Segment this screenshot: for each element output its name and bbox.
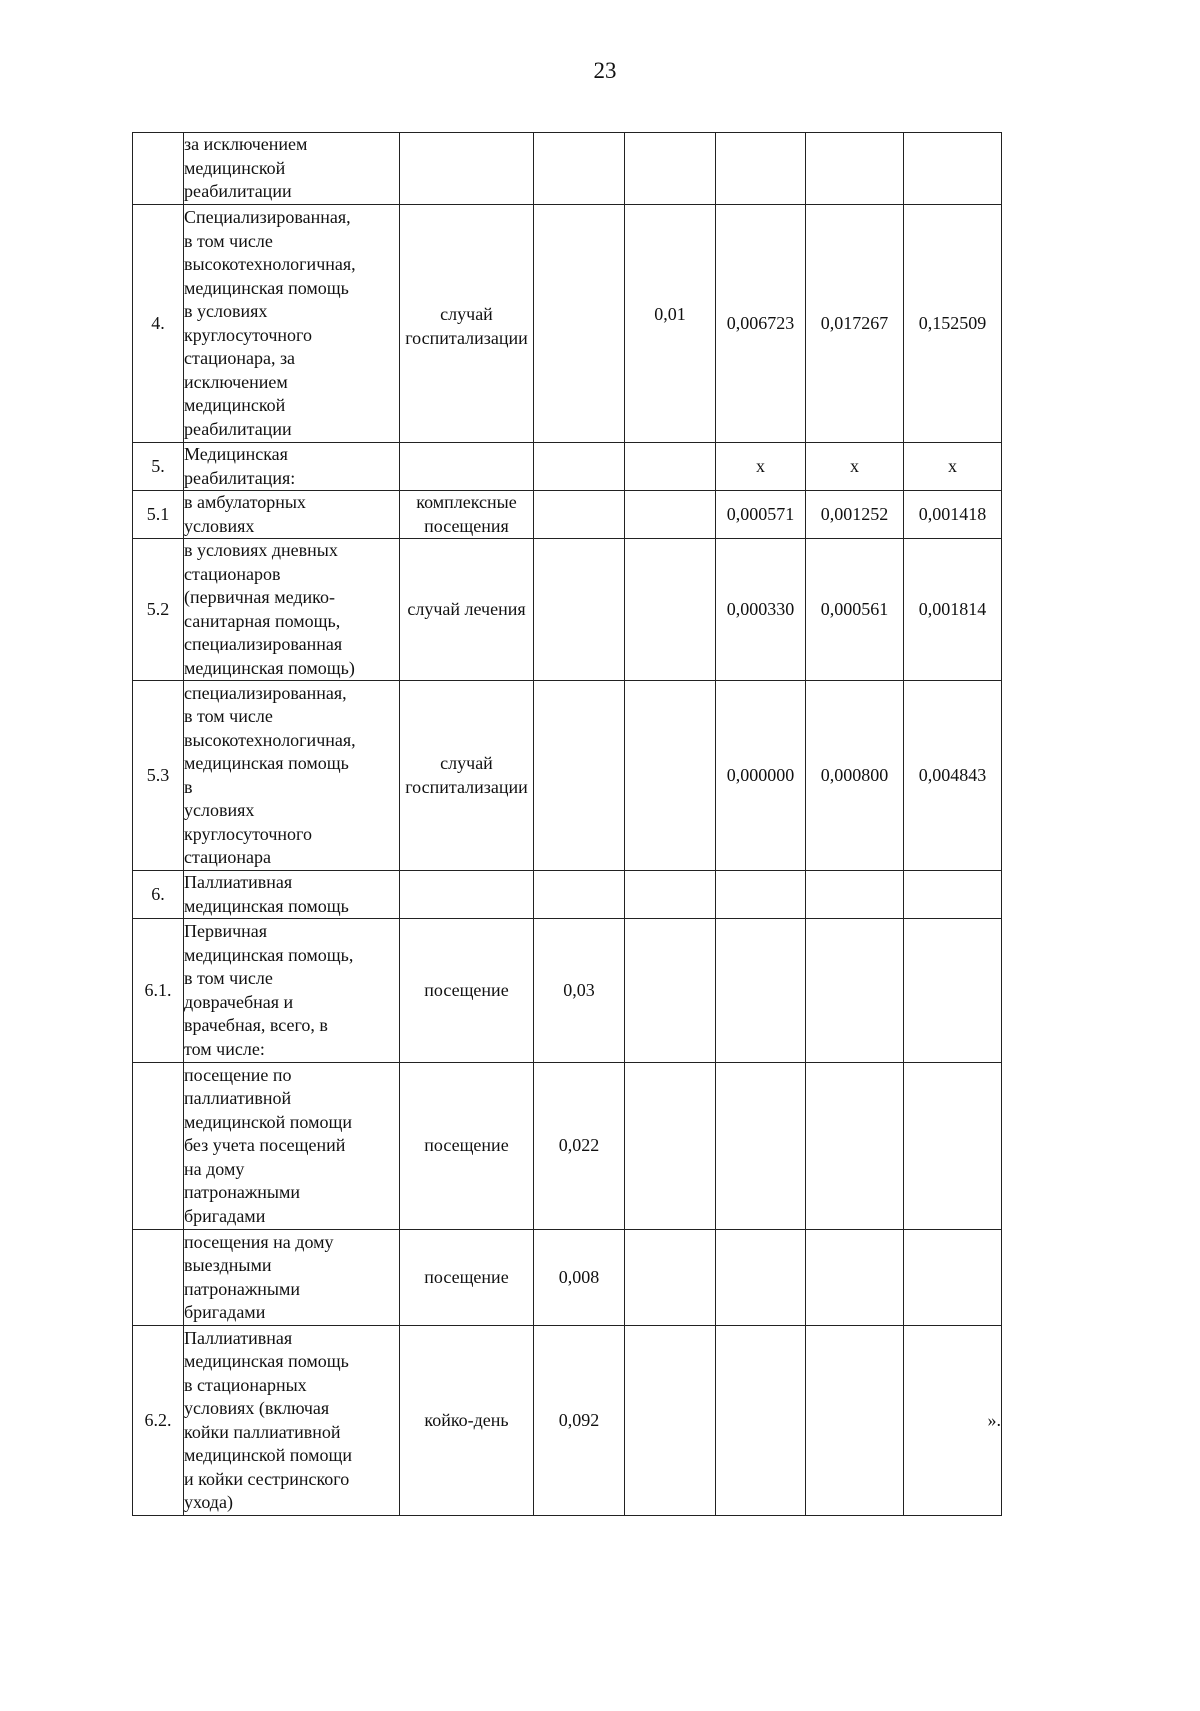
row-value-3 [904,871,1002,919]
row-value-3 [904,919,1002,1063]
row-value-1: 0,006723 [716,205,806,443]
table-row [133,1230,1101,1326]
row-value-c4 [625,133,716,205]
row-value-1: 0,000571 [716,491,806,539]
row-name: за исключением медицинской реабилитации [184,133,400,205]
row-value-c3: 0,092 [534,1326,625,1516]
row-value-3 [904,1230,1002,1326]
row-value-3: 0,001814 [904,539,1002,681]
row-value-c4 [625,1063,716,1230]
row-name: специализированная, в том числе высокотехнологичная, медицинская помощь в условиях круглосуточного стационара [184,681,400,871]
row-value-1: 0,000000 [716,681,806,871]
row-value-c3: 0,03 [534,919,625,1063]
row-unit: посещение [400,1063,534,1230]
row-name: посещение по паллиативной медицинской помощи без учета посещений на дому патронажными бригадами [184,1063,400,1230]
row-number: 6.2. [133,1326,184,1516]
row-value-c3: 0,008 [534,1230,625,1326]
page-number: 23 [593,58,617,83]
row-value-c4 [625,1230,716,1326]
row-unit: случай лечения [400,539,534,681]
row-value-c3 [534,539,625,681]
table-row [133,919,1101,1063]
row-number [133,1230,184,1326]
row-value-3: 0,001418 [904,491,1002,539]
row-value-2 [806,1063,904,1230]
row-value-c4 [625,443,716,491]
row-unit: комплексные посещения [400,491,534,539]
row-value-2: 0,017267 [806,205,904,443]
row-number: 5.2 [133,539,184,681]
row-name: Первичная медицинская помощь, в том числе доврачебная и врачебная, всего, в том числе: [184,919,400,1063]
row-unit: случай госпитализации [400,205,534,443]
row-value-1 [716,1326,806,1516]
row-value-c3 [534,491,625,539]
row-value-3 [904,1063,1002,1230]
row-value-1 [716,1063,806,1230]
row-name: в условиях дневных стационаров (первичная медико- санитарная помощь, специализированная медицинская помощь) [184,539,400,681]
row-name: Специализированная, в том числе высокотехнологичная, медицинская помощь в условиях круглосуточного стационара, за исключением медицинской реабилитации [184,205,400,443]
row-value-2 [806,871,904,919]
table-row [133,443,1101,491]
table-row [133,205,1101,443]
row-unit: посещение [400,1230,534,1326]
row-name: Паллиативная медицинская помощь [184,871,400,919]
row-unit: случай госпитализации [400,681,534,871]
row-value-1 [716,871,806,919]
row-value-c4 [625,539,716,681]
row-value-c3 [534,443,625,491]
table-row [133,681,1101,871]
data-table [132,132,1101,1516]
row-value-c4 [625,871,716,919]
row-value-2 [806,1230,904,1326]
table-row [133,871,1101,919]
row-value-2: 0,000561 [806,539,904,681]
row-number: 4. [133,205,184,443]
row-value-2: х [806,443,904,491]
row-number: 5. [133,443,184,491]
row-value-c4 [625,919,716,1063]
row-value-c3 [534,681,625,871]
row-value-c3: 0,022 [534,1063,625,1230]
table-row [133,539,1101,681]
row-unit [400,443,534,491]
row-value-1 [716,919,806,1063]
row-value-2 [806,1326,904,1516]
row-value-1: х [716,443,806,491]
row-number: 6. [133,871,184,919]
row-value-c3 [534,205,625,443]
row-number [133,133,184,205]
row-name: Медицинская реабилитация: [184,443,400,491]
row-value-1: 0,000330 [716,539,806,681]
table-row [133,133,1101,205]
row-unit [400,133,534,205]
row-value-1 [716,1230,806,1326]
table-row [133,1326,1101,1516]
row-value-c4 [625,681,716,871]
row-value-2 [806,133,904,205]
closing-quote: ». [904,1326,1002,1516]
row-name: Паллиативная медицинская помощь в стационарных условиях (включая койки паллиативной медицинской помощи и койки сестринского ухода) [184,1326,400,1516]
row-number [133,1063,184,1230]
row-value-2 [806,919,904,1063]
row-value-c3 [534,871,625,919]
row-number: 6.1. [133,919,184,1063]
row-value-c4 [625,491,716,539]
row-name: посещения на дому выездными патронажными бригадами [184,1230,400,1326]
row-unit [400,871,534,919]
row-value-2: 0,001252 [806,491,904,539]
row-value-3 [904,133,1002,205]
row-value-1 [716,133,806,205]
row-number: 5.1 [133,491,184,539]
row-value-3: 0,004843 [904,681,1002,871]
table-row [133,491,1101,539]
row-value-c3 [534,133,625,205]
row-value-3: 0,152509 [904,205,1002,443]
row-value-c4: 0,01 [625,205,716,443]
table-row [133,1063,1101,1230]
row-value-c4 [625,1326,716,1516]
row-value-3: х [904,443,1002,491]
row-unit: посещение [400,919,534,1063]
row-unit: койко-день [400,1326,534,1516]
row-name: в амбулаторных условиях [184,491,400,539]
row-value-2: 0,000800 [806,681,904,871]
row-number: 5.3 [133,681,184,871]
